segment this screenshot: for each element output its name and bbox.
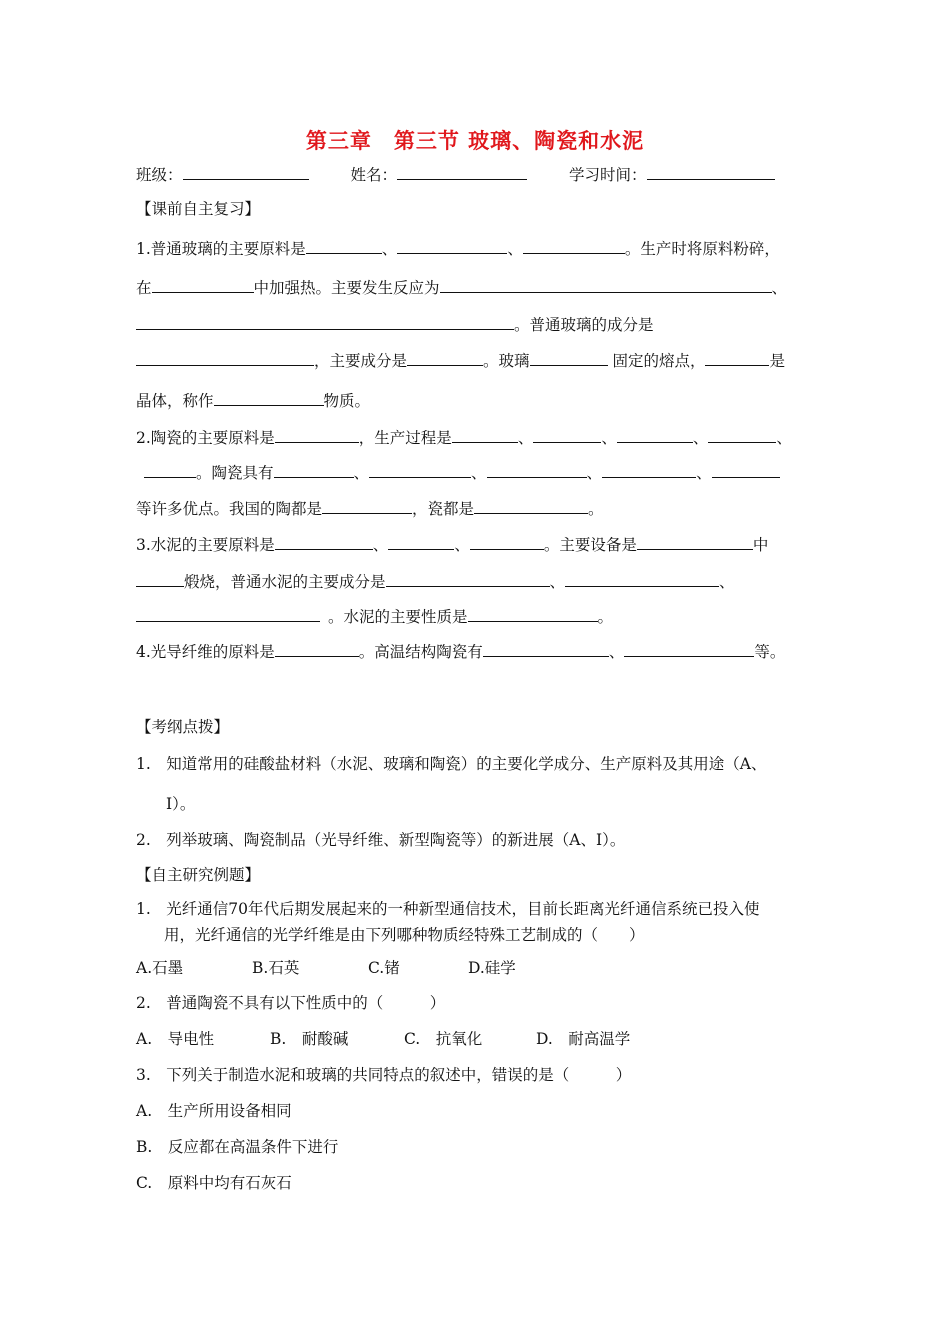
option-c: C.锗	[368, 959, 400, 977]
preview-q3-line1: 3.水泥的主要原料是 、 、 。主要设备是 中	[136, 536, 769, 554]
example-q3-option-a: A. 生产所用设备相同	[136, 1102, 292, 1120]
preview-q1-line2: 在 中加强热。主要发生反应为 、	[136, 279, 788, 297]
preview-q1-line4: ，主要成分是 。玻璃 固定的熔点， 是	[136, 351, 785, 370]
preview-q2-line2: 。陶瓷具有 、 、 、 、	[136, 463, 780, 482]
name-label: 姓名：	[350, 166, 398, 184]
outline-item-1: 1. 知道常用的硅酸盐材料（水泥、玻璃和陶瓷）的主要化学成分、生产原料及其用途（A、	[136, 755, 767, 773]
outline-heading: 【考纲点拨】	[136, 718, 230, 736]
class-label: 班级：	[136, 166, 183, 184]
outline-item-1-cont: Ⅰ）。	[166, 795, 196, 813]
option-c: C. 抗氧化	[404, 1030, 483, 1048]
preview-q3-line3: 。水泥的主要性质是 。	[136, 607, 613, 626]
preview-q3-line2: 煅烧，普通水泥的主要成分是 、 、	[136, 572, 735, 591]
example-q2-options	[136, 1032, 630, 1048]
example-q1-line2: 用，光纤通信的光学纤维是由下列哪种物质经特殊工艺制成的（ ）	[164, 926, 645, 944]
page-title: 第三章 第三节 玻璃、陶瓷和水泥	[305, 129, 645, 153]
example-q3: 3. 下列关于制造水泥和玻璃的共同特点的叙述中，错误的是（ ）	[136, 1066, 632, 1084]
example-q1-options	[136, 961, 516, 977]
option-a: A.石墨	[136, 959, 184, 977]
preview-q1-line5: 晶体，称作 物质。	[136, 392, 371, 410]
option-a: A. 导电性	[136, 1030, 215, 1048]
option-b: B. 耐酸碱	[270, 1030, 349, 1048]
student-info-row	[136, 165, 775, 184]
example-q2: 2. 普通陶瓷不具有以下性质中的（ ）	[136, 994, 446, 1012]
class-blank	[183, 165, 309, 180]
name-blank	[397, 165, 527, 180]
example-q3-option-b: B. 反应都在高温条件下进行	[136, 1138, 339, 1156]
preview-q1-line1: 1.普通玻璃的主要原料是 、 、 。生产时将原料粉碎，	[136, 240, 780, 258]
preview-heading: 【课前自主复习】	[136, 200, 261, 218]
example-q3-option-c: C. 原料中均有石灰石	[136, 1174, 292, 1192]
preview-q2-line1: 2.陶瓷的主要原料是 ，生产过程是 、 、 、 、	[136, 429, 792, 447]
preview-q4-line: 4.光导纤维的原料是 。高温结构陶瓷有 、 等。	[136, 643, 786, 661]
preview-q2-line3: 等许多优点。我国的陶都是 ，瓷都是 。	[136, 500, 604, 518]
example-q1-line1: 1. 光纤通信70年代后期发展起来的一种新型通信技术，目前长距离光纤通信系统已投入使	[136, 900, 760, 918]
examples-heading: 【自主研究例题】	[136, 866, 261, 884]
option-d: D. 耐高温学	[536, 1030, 631, 1048]
option-d: D.硅学	[468, 959, 516, 977]
study-time-label: 学习时间：	[569, 166, 647, 184]
preview-q1-line3: 。普通玻璃的成分是	[136, 315, 654, 334]
outline-item-2: 2. 列举玻璃、陶瓷制品（光导纤维、新型陶瓷等）的新进展（A、Ⅰ）。	[136, 831, 626, 849]
option-b: B.石英	[252, 959, 300, 977]
study-time-blank	[647, 165, 775, 180]
